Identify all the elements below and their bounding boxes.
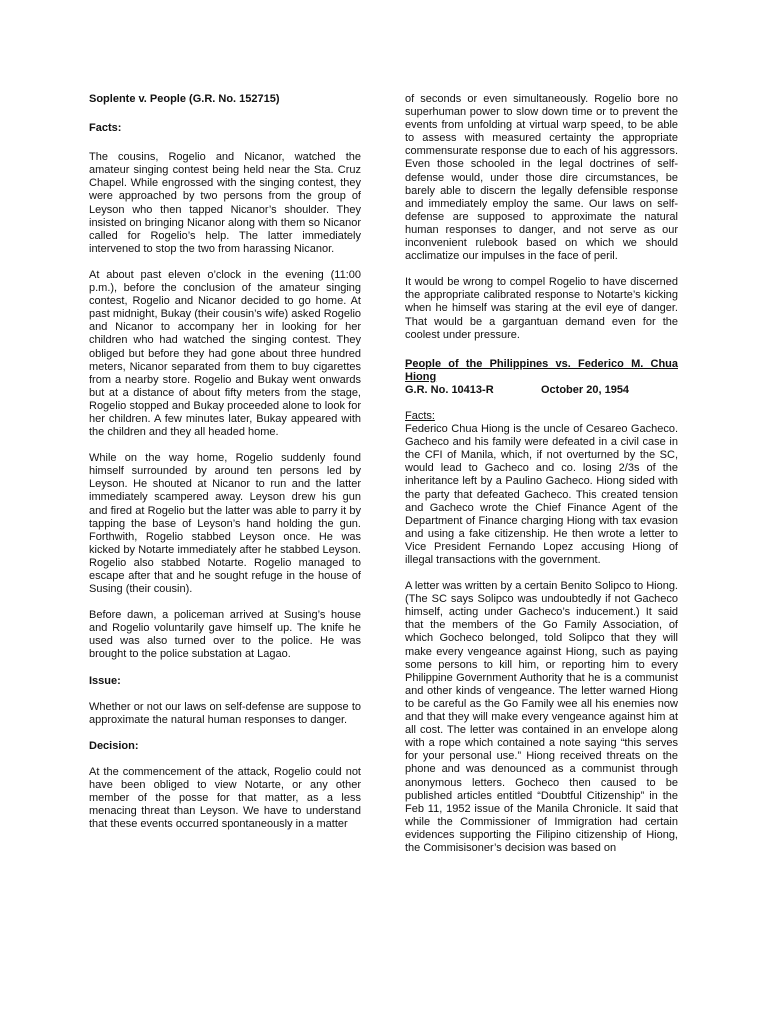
case2-paragraph-2: A letter was written by a certain Benito Solipco to Hiong. (The SC says Solipco was undoubtedly if not Gacheco himself, acting under Gacheco’s inducement.) It said that the members of the Go Family Association, of which Gocheco belonged, told Solipco that they will make every vengeance against Hiong, such as paying some persons to kill him, or reporting him to every Philippine Government Authority that he is a communist and other kinds of vengeance. The letter warned Hiong to be careful as the Go Family wee all his enemies now and that they will make every vengeance against him at all cost. The letter was contained in an envelope along with a rope which contained a note saying “this serves for your personal use.” Hiong received threats on the phone and was denounced as a communist through anonymous letters. Gocheco then caused to be published articles entitled “Doubtful Citizenship” in the Feb 11, 1952 issue of the Manila Chronicle. It said that while the Commissioner of Immigration had certain evidences supporting the Filipino citizenship of Hiong, the Commisisoner’s decision was based on	[405, 580, 678, 854]
facts-paragraph-4: Before dawn, a policeman arrived at Susing’s house and Rogelio voluntarily gave himself up. The knife he used was also turned over to the police. He was brought to the police substation at Lagao.	[89, 609, 361, 661]
right-column	[405, 93, 678, 855]
facts-paragraph-1: The cousins, Rogelio and Nicanor, watched the amateur singing contest being held near the Sta. Cruz Chapel. While engrossed with the singing contest, they were approached by two persons from the group of Leyson who then tapped Nicanor’s shoulder. They insisted on bringing Nicanor along with them so Nicanor called for Rogelio’s help. The latter immediately intervened to stop the two from harassing Nicanor.	[89, 151, 361, 255]
case2-facts-heading: Facts:	[405, 409, 435, 422]
issue-paragraph: Whether or not our laws on self-defense are suppose to approximate the natural human responses to danger.	[89, 700, 361, 726]
case-title: Soplente v. People (G.R. No. 152715)	[89, 93, 280, 105]
case2-title: People of the Philippines vs. Federico M. Chua Hiong	[405, 357, 678, 383]
decision-heading: Decision:	[89, 739, 139, 752]
left-column	[89, 93, 361, 831]
continued-paragraph-1: of seconds or even simultaneously. Rogelio bore no superhuman power to slow down time or to prevent the events from unfolding at virtual warp speed, to be able to assess with measured certainty the appropriate commensurate response due to each of his aggressors. Even those schooled in the legal doctrines of self-defense would, under those dire circumstances, be barely able to discern the legally defensible response and immediately employ the same. Our laws on self-defense are supposed to approximate the natural human responses to danger, and not serve as our inconvenient rulebook based on which we should acclimatize our impulses in the face of peril.	[405, 93, 678, 263]
case2-paragraph-1: Federico Chua Hiong is the uncle of Cesareo Gacheco. Gacheco and his family were defeated in a civil case in the CFI of Manila, which, if not overturned by the SC, would lead to Gacheco and co. losing 2/3s of the inheritance left by a Paulino Gacheco. Hiong sided with the party that defeated Gacheco. This created tension and Gacheco wrote the Chief Finance Agent of the Department of Finance charging Hiong with tax evasion and using a fake citizenship. He then wrote a letter to Vice President Fernando Lopez accusing Hiong of illegal transactions with the government.	[405, 423, 678, 566]
decision-paragraph: At the commencement of the attack, Rogelio could not have been obliged to view Notarte, or any other member of the posse for that matter, as a less menacing threat than Leyson. We have to understand that these events occurred spontaneously in a matter	[89, 765, 361, 831]
facts-paragraph-2: At about past eleven o’clock in the evening (11:00 p.m.), before the conclusion of the amateur singing contest, Rogelio and Nicanor decided to go home. At past midnight, Bukay (their cousin’s wife) asked Rogelio and Nicanor to accompany her in looking for her children who had watched the singing contest. They obliged but before they had gone about three hundred meters, Nicanor separated from them to buy cigarettes from a nearby store. Rogelio and Bukay went onwards but at a distance of about fifty meters from the stage, Rogelio stopped and Bukay proceeded alone to look for her children. A few minutes later, Bukay appeared with the children and they all headed home.	[89, 268, 361, 439]
case2-gr-number: G.R. No. 10413-R	[405, 383, 494, 396]
continued-paragraph-2: It would be wrong to compel Rogelio to have discerned the appropriate calibrated response to Notarte’s kicking when he himself was staring at the evil eye of danger. That would be a gargantuan demand even for the coolest under pressure.	[405, 276, 678, 341]
case2-date: October 20, 1954	[541, 383, 630, 396]
facts-heading: Facts:	[89, 122, 122, 135]
facts-paragraph-3: While on the way home, Rogelio suddenly found himself surrounded by around ten persons led by Leyson. He shouted at Nicanor to run and the latter immediately scampered away. Leyson drew his gun and fired at Rogelio but the latter was able to parry it by tapping the base of Leyson’s hand holding the gun. Forthwith, Rogelio stabbed Leyson once. He was kicked by Notarte immediately after he stabbed Leyson. Rogelio also stabbed Notarte. Rogelio managed to escape after that and he sought refuge in the house of Susing (their cousin).	[89, 452, 361, 596]
issue-heading: Issue:	[89, 674, 121, 687]
case2-reference-row	[405, 384, 678, 397]
